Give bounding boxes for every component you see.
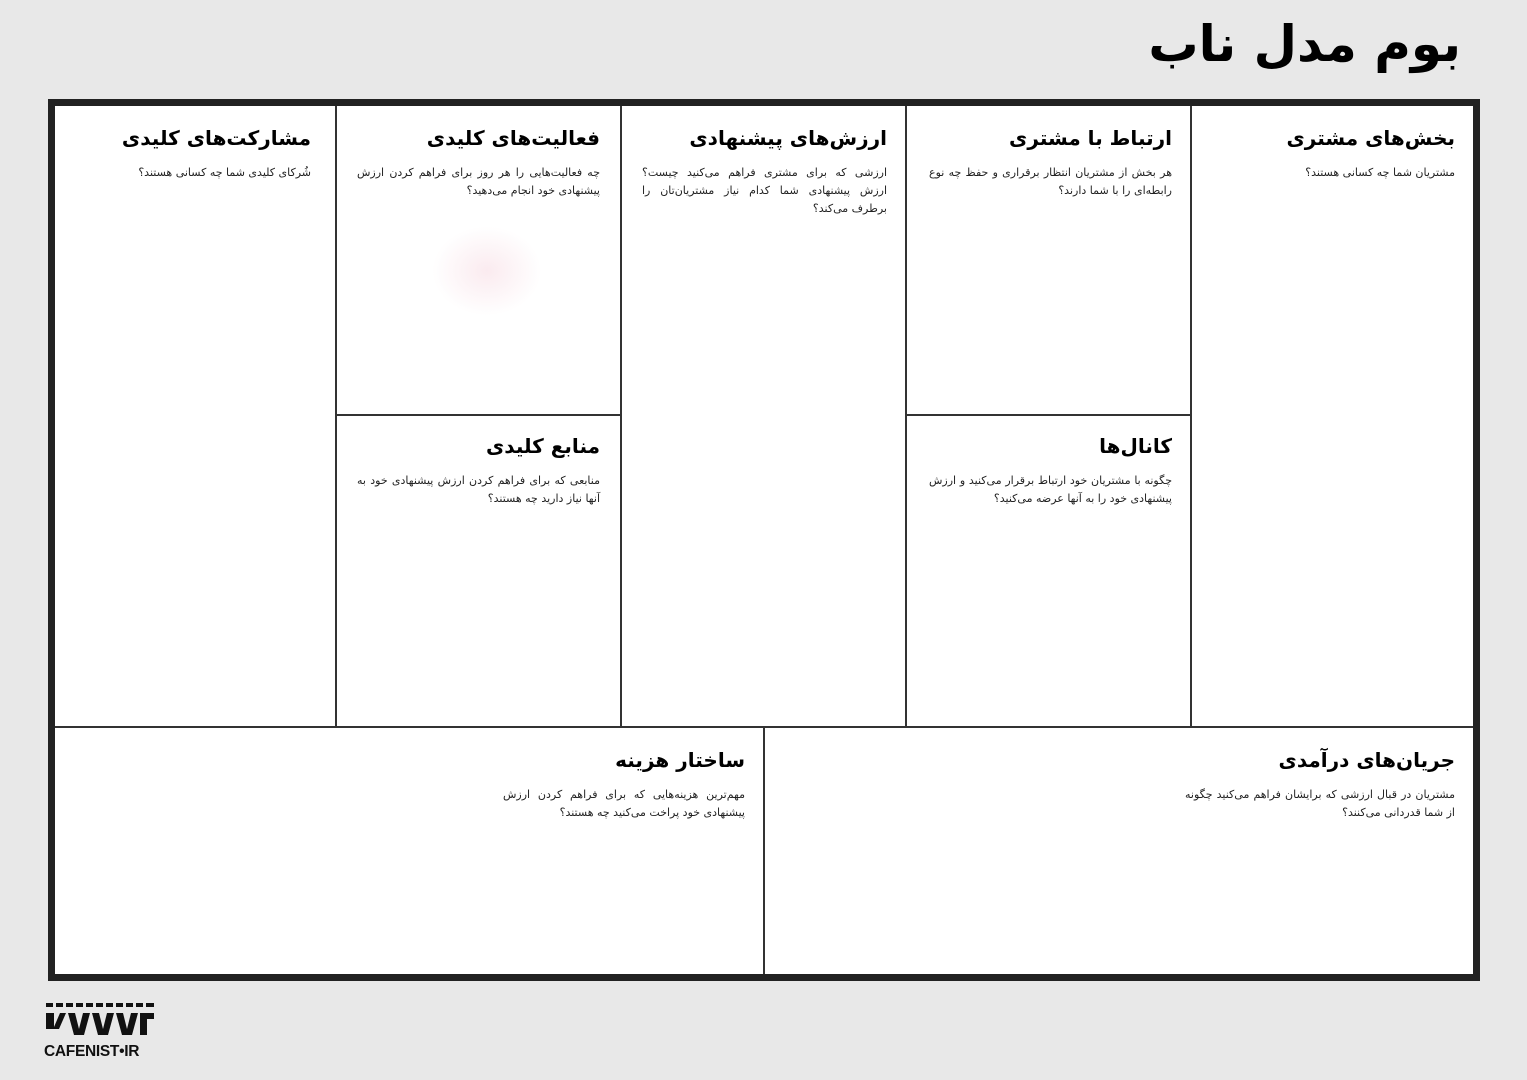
cost-structure-title: ساختار هزینه — [615, 748, 745, 772]
key-activities-description: چه فعالیت‌هایی را هر روز برای فراهم کردن ارزش پیشنهادی خود انجام می‌دهید؟ — [357, 166, 600, 197]
value-propositions-description: ارزشی که برای مشتری فراهم می‌کنید چیست؟ ارزش پیشنهادی شما کدام نیاز مشتریان‌تان را برطرف می‌کند؟ — [642, 166, 887, 215]
cost-structure-description: مهم‌ترین هزینه‌هایی که برای فراهم کردن ارزش پیشنهادی خود پراخت می‌کنید چه هستند؟ — [503, 788, 745, 819]
key-resources-title: منابع کلیدی — [485, 434, 600, 458]
cafenist-logo-icon — [44, 1003, 156, 1039]
business-model-canvas — [48, 99, 1480, 981]
key-partners-cell[interactable] — [55, 106, 335, 726]
customer-relationships-title: ارتباط با مشتری — [1009, 126, 1172, 150]
revenue-streams-cell[interactable] — [765, 728, 1473, 974]
channels-cell[interactable] — [907, 416, 1190, 726]
customer-relationships-description: هر بخش از مشتریان انتظار برقراری و حفظ چه نوع رابطه‌ای را با شما دارند؟ — [929, 166, 1172, 197]
revenue-streams-title: جریان‌های درآمدی — [1278, 748, 1455, 772]
value-propositions-title: ارزش‌های پیشنهادی — [689, 126, 887, 150]
customer-relationships-cell[interactable] — [907, 106, 1190, 414]
highlight-smudge — [432, 226, 542, 316]
key-resources-description: منابعی که برای فراهم کردن ارزش پیشنهادی خود به آنها نیاز دارید چه هستند؟ — [357, 474, 600, 505]
key-activities-title: فعالیت‌های کلیدی — [426, 126, 600, 150]
logo-text: CAFENIST•IR — [44, 1043, 140, 1060]
revenue-streams-description: مشتریان در قبال ارزشی که برایشان فراهم می‌کنید چگونه از شما قدردانی می‌کنند؟ — [1185, 788, 1455, 819]
channels-description: چگونه با مشتریان خود ارتباط برقرار می‌کنید و ارزش پیشنهادی خود را به آنها عرضه می‌کنید؟ — [929, 474, 1172, 505]
channels-title: کانال‌ها — [1099, 434, 1172, 458]
cafenist-logo[interactable] — [44, 1003, 156, 1061]
key-partners-title: مشارکت‌های کلیدی — [121, 126, 311, 150]
customer-segments-cell[interactable] — [1192, 106, 1473, 726]
cost-structure-cell[interactable] — [55, 728, 763, 974]
key-activities-cell[interactable] — [337, 106, 620, 414]
key-resources-cell[interactable] — [337, 416, 620, 726]
customer-segments-description: مشتریان شما چه کسانی هستند؟ — [1305, 166, 1455, 179]
page-title: بوم مدل ناب — [1148, 15, 1461, 73]
customer-segments-title: بخش‌های مشتری — [1286, 126, 1455, 150]
value-propositions-cell[interactable] — [622, 106, 905, 726]
key-partners-description: شُرکای کلیدی شما چه کسانی هستند؟ — [138, 166, 311, 179]
